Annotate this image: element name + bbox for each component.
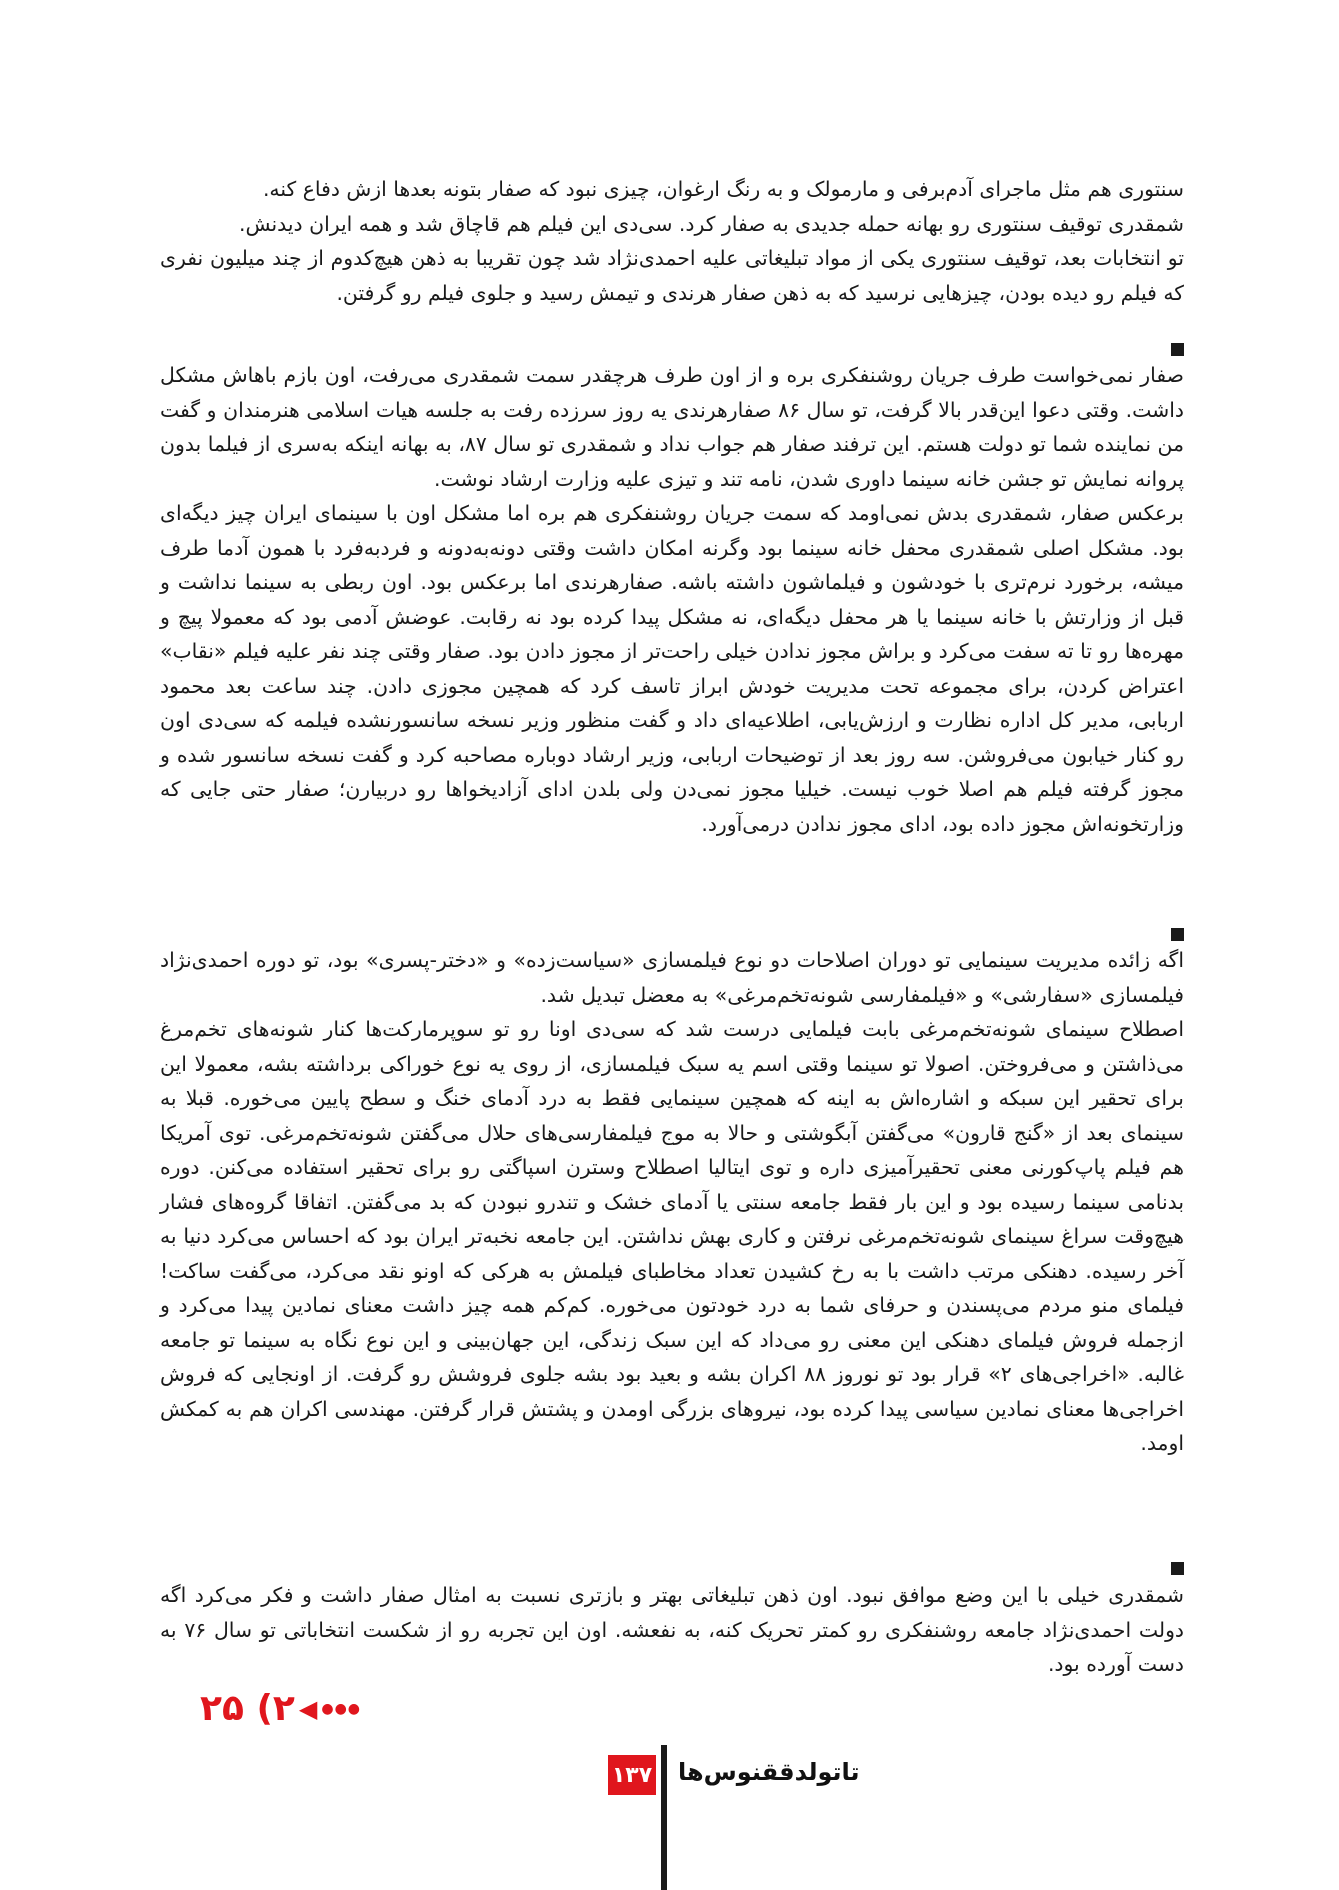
running-title: تاتولدققنوس‌ها — [678, 1758, 860, 1786]
end-mark-number: ۲۵ (۲ — [200, 1688, 295, 1729]
paragraph: شمقدری توقیف سنتوری رو بهانه حمله جدیدی به صفار کرد. سی‌دی این فیلم هم قاچاق شد و همه ایران دیدنش. — [239, 211, 1184, 236]
article-section-4 — [160, 1578, 1184, 1682]
article-section-3 — [160, 943, 1184, 1461]
paragraph: صفار نمی‌خواست طرف جریان روشنفکری بره و از اون طرف هرچقدر سمت شمقدری می‌رفت، اون بازم باهاش مشکل داشت. وقتی دعوا این‌قدر بالا گرفت، تو سال ۸۶ صفارهرندی یه روز سرزده رفت به جلسه هیات اسلامی هنرمندان و گفت من نماینده شما تو دولت هستم. این ترفند صفار هم جواب نداد و شمقدری تو سال ۸۷، به بهانه اینکه به‌سری از فیلما بدون پروانه نمایش تو جشن خانه سینما داوری شدن، نامه تند و تیزی علیه وزارت ارشاد نوشت. — [160, 363, 1184, 491]
paragraph: اصطلاح سینمای شونه‌تخم‌مرغی بابت فیلمایی درست شد که سی‌دی اونا رو تو سوپرمارکت‌ها کنار شونه‌های تخم‌مرغ می‌ذاشتن و می‌فروختن. اصولا تو سینما وقتی اسم یه سبک فیلمسازی، از روی یه نوع خوراکی برداشته بشه، معمولا این برای تحقیر این سبکه و اشاره‌اش به اینه که همچین سینمایی فقط به درد آدمای خنگ و سطح پایین می‌خوره. قبلا به سینمای بعد از «گنج قارون» می‌گفتن آبگوشتی و حالا به موج فیلمفارسی‌های حلال می‌گفتن شونه‌تخم‌مرغی. توی آمریکا هم فیلم پاپ‌کورنی معنی تحقیرآمیزی داره و توی ایتالیا اصطلاح وسترن اسپاگتی رو برای تحقیر استفاده می‌کنن. دوره بدنامی سینما رسیده بود و این بار فقط جامعه سنتی یا آدمای خشک و تندرو نبودن که بد می‌گفتن. اتفاقا گروه‌های فشار هیچ‌وقت سراغ سینمای شونه‌تخم‌مرغی نرفتن و کاری بهش نداشتن. این جامعه نخبه‌تر ایران بود که احساس می‌کرد دنیا به آخر رسیده. دهنکی مرتب داشت با به رخ کشیدن تعداد مخاطبای فیلمش به هرکی که اونو نقد می‌کرد، می‌گفت ساکت! فیلمای منو مردم می‌پسندن و حرفای شما به درد خودتون می‌خوره. کم‌کم همه چیز داشت معنای نمادین پیدا می‌کرد و ازجمله فروش فیلمای دهنکی این معنی رو می‌داد که این سبک زندگی، این جهان‌بینی و این نوع نگاه به سینما تو جامعه غالبه. «اخراجی‌های ۲» قرار بود تو نوروز ۸۸ اکران بشه و بعید بود بشه جلوی فروشش رو گرفت. از اونجایی که فروش اخراجی‌ها معنای نمادین سیاسی پیدا کرده بود، نیروهای بزرگی اومدن و پشتش قرار گرفتن. مهندسی اکران هم به کمکش اومد. — [160, 1017, 1184, 1455]
page-number: ۱۳۷ — [608, 1755, 656, 1795]
footer-divider — [661, 1745, 667, 1890]
paragraph: برعکس صفار، شمقدری بدش نمی‌اومد که سمت جریان روشنفکری هم بره اما مشکل اون با سینمای ایران چیز دیگه‌ای بود. مشکل اصلی شمقدری محفل خانه سینما بود وگرنه امکان داشت وقتی دونه‌به‌دونه و فردبه‌فرد با همون آدما طرف میشه، برخورد نرم‌تری با خودشون و فیلماشون داشته باشه. صفارهرندی اما برعکس بود. اون ربطی به سینما نداشت و قبل از وزارتش با خانه سینما یا هر محفل دیگه‌ای، نه مشکل پیدا کرده بود نه رقابت. عوضش آدمی بود که معمولا پیچ و مهره‌ها رو تا ته سفت می‌کرد و براش مجوز ندادن خیلی راحت‌تر از مجوز دادن بود. صفار وقتی چند نفر علیه فیلم «نقاب» اعتراض کردن، برای مجموعه تحت مدیریت خودش ابراز تاسف کرد که همچین مجوزی دادن. چند ساعت بعد محمود اربابی، مدیر کل اداره نظارت و ارزش‌یابی، اطلاعیه‌ای داد و گفت منظور وزیر نسخه سانسورنشده فیلمه که سی‌دی اون رو کنار خیابون می‌فروشن. سه روز بعد از توضیحات اربابی، وزیر ارشاد دوباره مصاحبه کرد و گفت نسخه سانسور شده و مجوز گرفته فیلم هم اصلا خوب نیست. خیلیا مجوز نمی‌دن ولی بلدن ادای آزادیخواها رو دربیارن؛ صفار حتی جایی که وزارتخونه‌اش مجوز داده بود، ادای مجوز ندادن درمی‌آورد. — [160, 501, 1184, 836]
article-section-2 — [160, 358, 1184, 841]
section-marker-icon — [1171, 343, 1184, 356]
article-section-1 — [160, 172, 1184, 310]
paragraph: اگه زائده مدیریت سینمایی تو دوران اصلاحات دو نوع فیلمسازی «سیاست‌زده» و «دختر-پسری» بود، تو دوره احمدی‌نژاد فیلمسازی «سفارشی» و «فیلمفارسی شونه‌تخم‌مرغی» به معضل تبدیل شد. — [160, 948, 1184, 1007]
play-icon: ◀ — [298, 1694, 318, 1723]
section-marker-icon — [1171, 928, 1184, 941]
paragraph: سنتوری هم مثل ماجرای آدم‌برفی و مارمولک و به رنگ ارغوان، چیزی نبود که صفار بتونه بعدها ازش دفاع کنه. — [262, 177, 1184, 201]
dots-icon: ●●● — [321, 1700, 362, 1717]
paragraph: تو انتخابات بعد، توقیف سنتوری یکی از مواد تبلیغاتی علیه احمدی‌نژاد شد چون تقریبا به ذهن هیچ‌کدوم از چند میلیون نفری که فیلم رو دیده بودن، چیزهایی نرسید که به ذهن صفار هرندی و تیمش رسید و جلوی فیلم رو گرفتن. — [160, 246, 1184, 305]
section-marker-icon — [1171, 1562, 1184, 1575]
article-end-mark — [200, 1688, 361, 1729]
paragraph: شمقدری خیلی با این وضع موافق نبود. اون ذهن تبلیغاتی بهتر و بازتری نسبت به امثال صفار داشت و فکر می‌کرد اگه دولت احمدی‌نژاد جامعه روشنفکری رو کمتر تحریک کنه، به نفعشه. اون این تجربه رو از شکست انتخاباتی تو سال ۷۶ به دست آورده بود. — [160, 1583, 1185, 1676]
